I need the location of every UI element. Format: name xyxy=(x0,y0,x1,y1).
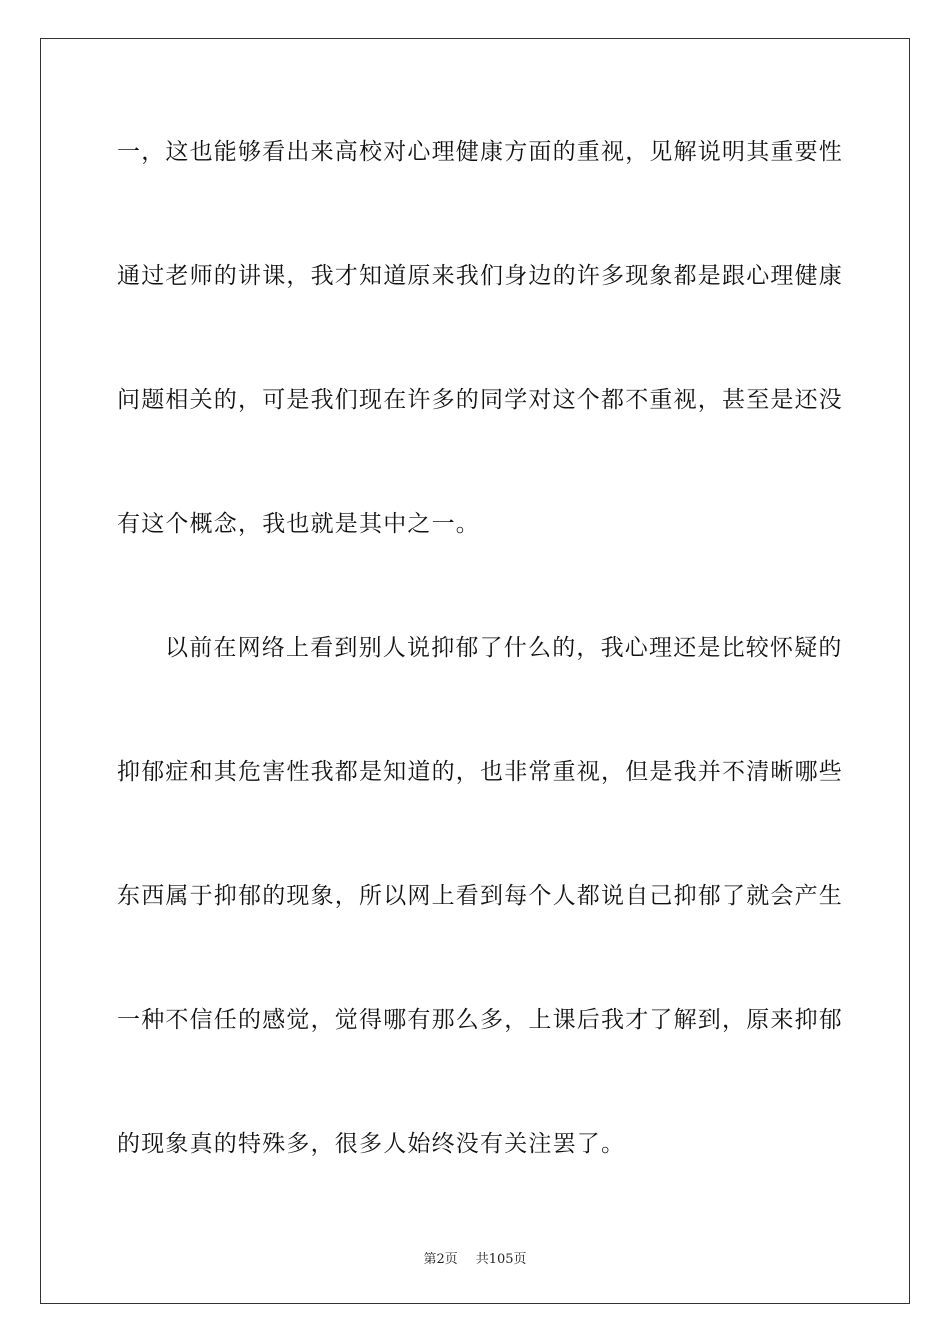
text-line-1: 一，这也能够看出来高校对心理健康方面的重视，见解说明其重要性 xyxy=(117,139,843,165)
text-line-9: 的现象真的特殊多，很多人始终没有关注罢了。 xyxy=(117,1131,626,1157)
text-line-6: 抑郁症和其危害性我都是知道的，也非常重视，但是我并不清晰哪些 xyxy=(117,759,843,785)
text-line-5: 以前在网络上看到别人说抑郁了什么的，我心理还是比较怀疑的 xyxy=(165,635,843,661)
text-line-7: 东西属于抑郁的现象，所以网上看到每个人都说自己抑郁了就会产生 xyxy=(117,883,843,909)
text-line-2: 通过老师的讲课，我才知道原来我们身边的许多现象都是跟心理健康 xyxy=(117,263,843,289)
text-line-3: 问题相关的，可是我们现在许多的同学对这个都不重视，甚至是还没 xyxy=(117,387,843,413)
document-body xyxy=(117,128,843,1244)
page-footer xyxy=(0,1248,950,1267)
page-total: 共105页 xyxy=(475,1252,527,1267)
text-line-4: 有这个概念，我也就是其中之一。 xyxy=(117,511,480,537)
page-number: 第2页 xyxy=(423,1252,458,1267)
text-line-8: 一种不信任的感觉，觉得哪有那么多，上课后我才了解到，原来抑郁 xyxy=(117,1007,843,1033)
